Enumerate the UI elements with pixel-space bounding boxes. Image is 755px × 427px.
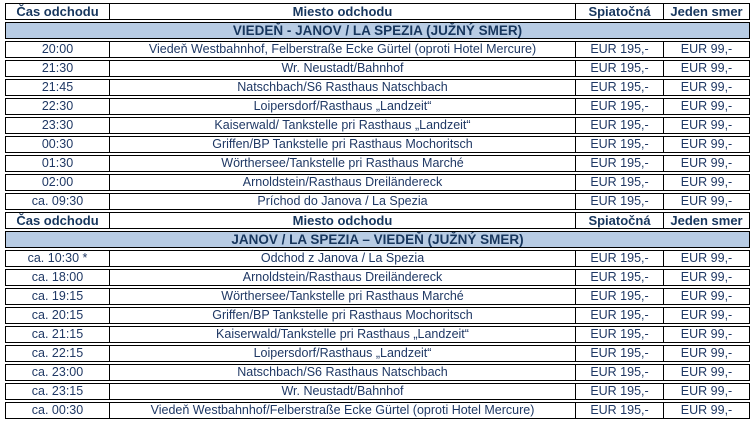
section-title-row (5, 231, 750, 248)
return-price-cell: EUR 195,- (575, 288, 663, 305)
time-cell: ca. 18:00 (5, 269, 109, 286)
time-cell: 21:45 (5, 79, 109, 96)
place-cell: Arnoldstein/Rasthaus Dreiländereck (109, 269, 575, 286)
column-header-return: Spiatočná (575, 212, 663, 229)
oneway-price-cell: EUR 99,- (663, 307, 750, 324)
schedule-row (5, 250, 750, 267)
oneway-price-cell: EUR 99,- (663, 174, 750, 191)
return-price-cell: EUR 195,- (575, 136, 663, 153)
time-cell: ca. 23:00 (5, 364, 109, 381)
return-price-cell: EUR 195,- (575, 79, 663, 96)
return-price-cell: EUR 195,- (575, 41, 663, 58)
oneway-price-cell: EUR 99,- (663, 288, 750, 305)
oneway-price-cell: EUR 99,- (663, 98, 750, 115)
return-price-cell: EUR 195,- (575, 117, 663, 134)
column-header-time: Čas odchodu (5, 3, 109, 20)
time-cell: ca. 20:15 (5, 307, 109, 324)
oneway-price-cell: EUR 99,- (663, 250, 750, 267)
schedule-row (5, 326, 750, 343)
oneway-price-cell: EUR 99,- (663, 155, 750, 172)
oneway-price-cell: EUR 99,- (663, 402, 750, 419)
oneway-price-cell: EUR 99,- (663, 364, 750, 381)
return-price-cell: EUR 195,- (575, 193, 663, 210)
place-cell: Viedeň Westbahnhof, Felberstraße Ecke Gürtel (oproti Hotel Mercure) (109, 41, 575, 58)
return-price-cell: EUR 195,- (575, 269, 663, 286)
schedule-row (5, 174, 750, 191)
schedule-row (5, 364, 750, 381)
oneway-price-cell: EUR 99,- (663, 193, 750, 210)
table-body (5, 3, 750, 419)
column-header-place: Miesto odchodu (109, 212, 575, 229)
place-cell: Griffen/BP Tankstelle pri Rasthaus Mochoritsch (109, 307, 575, 324)
return-price-cell: EUR 195,- (575, 155, 663, 172)
oneway-price-cell: EUR 99,- (663, 60, 750, 77)
oneway-price-cell: EUR 99,- (663, 383, 750, 400)
time-cell: 20:00 (5, 41, 109, 58)
column-header-oneway: Jeden smer (663, 3, 750, 20)
place-cell: Príchod do Janova / La Spezia (109, 193, 575, 210)
schedule-table (5, 1, 750, 421)
section-title: VIEDEŇ - JANOV / LA SPEZIA (JUŽNÝ SMER) (5, 22, 750, 39)
time-cell: ca. 23:15 (5, 383, 109, 400)
column-header-row (5, 212, 750, 229)
schedule-row (5, 307, 750, 324)
section-title: JANOV / LA SPEZIA – VIEDEŇ (JUŽNÝ SMER) (5, 231, 750, 248)
column-header-oneway: Jeden smer (663, 212, 750, 229)
return-price-cell: EUR 195,- (575, 345, 663, 362)
place-cell: Natschbach/S6 Rasthaus Natschbach (109, 364, 575, 381)
time-cell: ca. 09:30 (5, 193, 109, 210)
time-cell: ca. 00:30 (5, 402, 109, 419)
schedule-row (5, 117, 750, 134)
schedule-row (5, 383, 750, 400)
return-price-cell: EUR 195,- (575, 60, 663, 77)
oneway-price-cell: EUR 99,- (663, 117, 750, 134)
time-cell: ca. 19:15 (5, 288, 109, 305)
schedule-row (5, 41, 750, 58)
return-price-cell: EUR 195,- (575, 250, 663, 267)
schedule-row (5, 288, 750, 305)
place-cell: Viedeň Westbahnhof/Felberstraße Ecke Gürtel (oproti Hotel Mercure) (109, 402, 575, 419)
return-price-cell: EUR 195,- (575, 364, 663, 381)
place-cell: Wr. Neustadt/Bahnhof (109, 60, 575, 77)
schedule-row (5, 155, 750, 172)
oneway-price-cell: EUR 99,- (663, 136, 750, 153)
oneway-price-cell: EUR 99,- (663, 41, 750, 58)
place-cell: Odchod z Janova / La Spezia (109, 250, 575, 267)
return-price-cell: EUR 195,- (575, 383, 663, 400)
place-cell: Kaiserwald/ Tankstelle pri Rasthaus „Landzeit“ (109, 117, 575, 134)
time-cell: 00:30 (5, 136, 109, 153)
return-price-cell: EUR 195,- (575, 174, 663, 191)
schedule-row (5, 136, 750, 153)
column-header-time: Čas odchodu (5, 212, 109, 229)
place-cell: Wr. Neustadt/Bahnhof (109, 383, 575, 400)
section-title-row (5, 22, 750, 39)
time-cell: 21:30 (5, 60, 109, 77)
return-price-cell: EUR 195,- (575, 98, 663, 115)
time-cell: ca. 10:30 * (5, 250, 109, 267)
column-header-row (5, 3, 750, 20)
place-cell: Wörthersee/Tankstelle pri Rasthaus Marché (109, 288, 575, 305)
time-cell: 22:30 (5, 98, 109, 115)
schedule-row (5, 60, 750, 77)
place-cell: Loipersdorf/Rasthaus „Landzeit“ (109, 98, 575, 115)
oneway-price-cell: EUR 99,- (663, 269, 750, 286)
time-cell: ca. 21:15 (5, 326, 109, 343)
return-price-cell: EUR 195,- (575, 326, 663, 343)
place-cell: Natschbach/S6 Rasthaus Natschbach (109, 79, 575, 96)
time-cell: ca. 22:15 (5, 345, 109, 362)
oneway-price-cell: EUR 99,- (663, 326, 750, 343)
place-cell: Kaiserwald/Tankstelle pri Rasthaus „Landzeit“ (109, 326, 575, 343)
time-cell: 23:30 (5, 117, 109, 134)
column-header-place: Miesto odchodu (109, 3, 575, 20)
place-cell: Arnoldstein/Rasthaus Dreiländereck (109, 174, 575, 191)
place-cell: Wörthersee/Tankstelle pri Rasthaus Marché (109, 155, 575, 172)
column-header-return: Spiatočná (575, 3, 663, 20)
return-price-cell: EUR 195,- (575, 402, 663, 419)
oneway-price-cell: EUR 99,- (663, 345, 750, 362)
schedule-row (5, 269, 750, 286)
schedule-row (5, 402, 750, 419)
time-cell: 02:00 (5, 174, 109, 191)
schedule-row (5, 98, 750, 115)
oneway-price-cell: EUR 99,- (663, 79, 750, 96)
schedule-row (5, 79, 750, 96)
time-cell: 01:30 (5, 155, 109, 172)
return-price-cell: EUR 195,- (575, 307, 663, 324)
place-cell: Griffen/BP Tankstelle pri Rasthaus Mochoritsch (109, 136, 575, 153)
place-cell: Loipersdorf/Rasthaus „Landzeit“ (109, 345, 575, 362)
schedule-row (5, 193, 750, 210)
schedule-row (5, 345, 750, 362)
